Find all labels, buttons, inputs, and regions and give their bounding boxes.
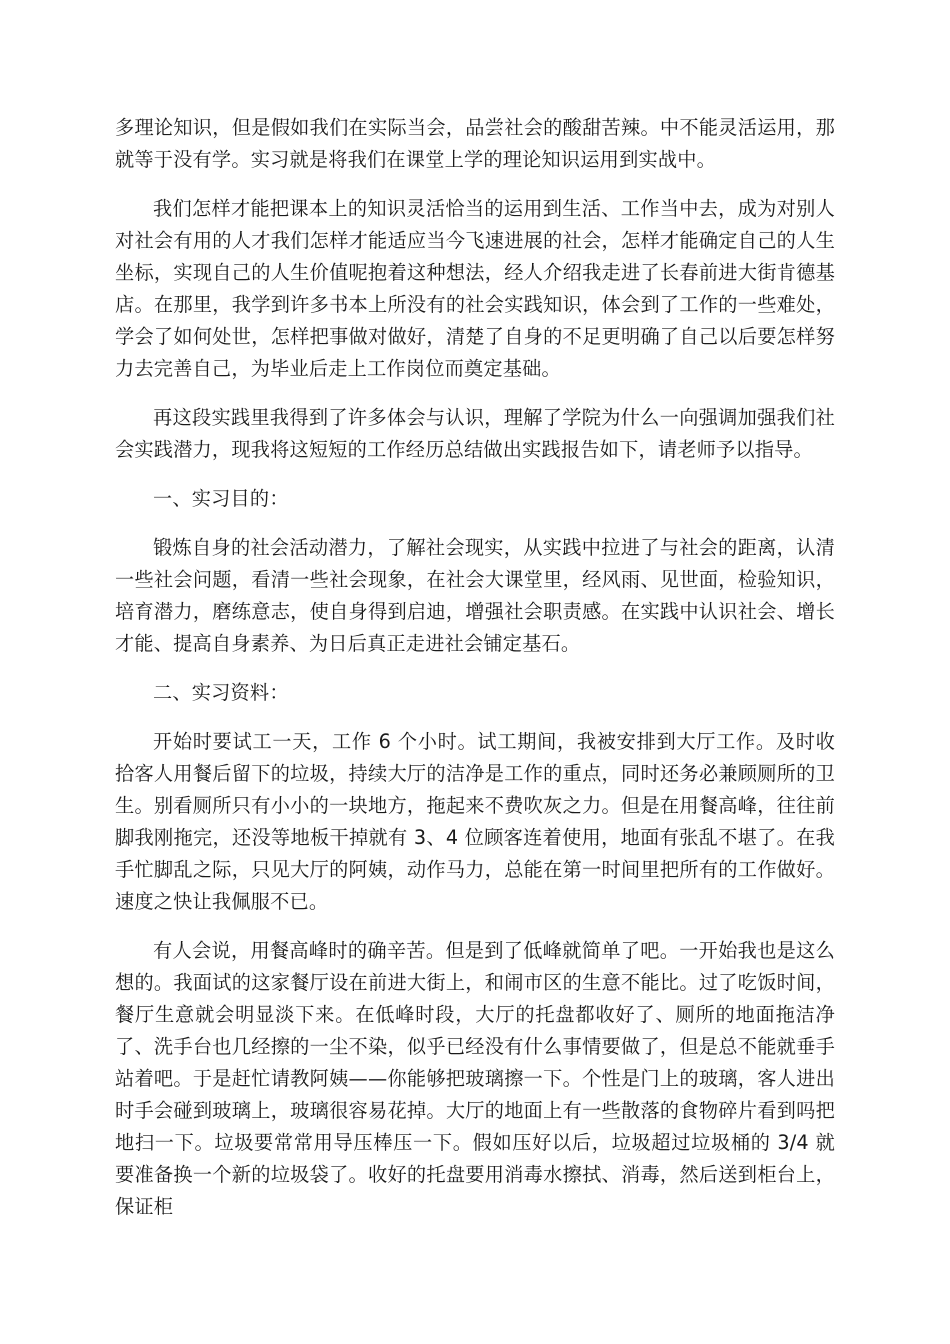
paragraph-intro-continued: 多理论知识，但是假如我们在实际当会，品尝社会的酸甜苦辣。中不能灵活运用，那就等于没有学。实习就是将我们在课堂上学的理论知识运用到实战中。 xyxy=(115,116,835,171)
document-body xyxy=(115,112,835,1240)
paragraph-trial-work: 开始时要试工一天，工作 6 个小时。试工期间，我被安排到大厅工作。及时收拾客人用餐后留下的垃圾，持续大厅的洁净是工作的重点，同时还务必兼顾厕所的卫生。别看厕所只有小小的一块地方，拖起来不费吹灰之力。但是在用餐高峰，往往前脚我刚拖完，还没等地板干掉就有 3、4 位顾客连着使用，地面有张乱不堪了。在我手忙脚乱之际，只见大厅的阿姨，动作马力，总能在第一时间里把所有的工作做好。速度之快让我佩服不已。 xyxy=(115,730,835,913)
paragraph-off-peak: 有人会说，用餐高峰时的确辛苦。但是到了低峰就简单了吧。一开始我也是这么想的。我面试的这家餐厅设在前进大街上，和闹市区的生意不能比。过了吃饭时间，餐厅生意就会明显淡下来。在低峰时段，大厅的托盘都收好了、厕所的地面拖洁净了、洗手台也几经擦的一尘不染，似乎已经没有什么事情要做了，但是总不能就垂手站着吧。于是赶忙请教阿姨——你能够把玻璃擦一下。个性是门上的玻璃，客人进出时手会碰到玻璃上，玻璃很容易花掉。大厅的地面上有一些散落的食物碎片看到吗把地扫一下。垃圾要常常用导压棒压一下。假如压好以后，垃圾超过垃圾桶的 3/4 就要准备换一个新的垃圾袋了。收好的托盘要用消毒水擦拭、消毒，然后送到柜台上，保证柜 xyxy=(115,939,835,1218)
section-heading-purpose: 一、实习目的： xyxy=(153,487,289,510)
section-heading-content: 二、实习资料： xyxy=(153,681,289,704)
paragraph-purpose: 锻炼自身的社会活动潜力，了解社会现实，从实践中拉进了与社会的距离，认清一些社会问题，看清一些社会现象，在社会大课堂里，经风雨、见世面，检验知识，培育潜力，磨练意志，使自身得到启迪，增强社会职责感。在实践中认识社会、增长才能、提高自身素养、为日后真正走进社会铺定基石。 xyxy=(115,536,835,655)
paragraph-report-intro: 再这段实践里我得到了许多体会与认识，理解了学院为什么一向强调加强我们社会实践潜力，现我将这短短的工作经历总结做出实践报告如下，请老师予以指导。 xyxy=(115,406,835,461)
paragraph-motivation: 我们怎样才能把课本上的知识灵活恰当的运用到生活、工作当中去，成为对别人对社会有用的人才我们怎样才能适应当今飞速进展的社会，怎样才能确定自己的人生坐标，实现自己的人生价值呢抱着这种想法，经人介绍我走进了长春前进大街肯德基店。在那里，我学到许多书本上所没有的社会实践知识，体会到了工作的一些难处，学会了如何处世，怎样把事做对做好，清楚了自身的不足更明确了自己以后要怎样努力去完善自己，为毕业后走上工作岗位而奠定基础。 xyxy=(115,197,835,380)
